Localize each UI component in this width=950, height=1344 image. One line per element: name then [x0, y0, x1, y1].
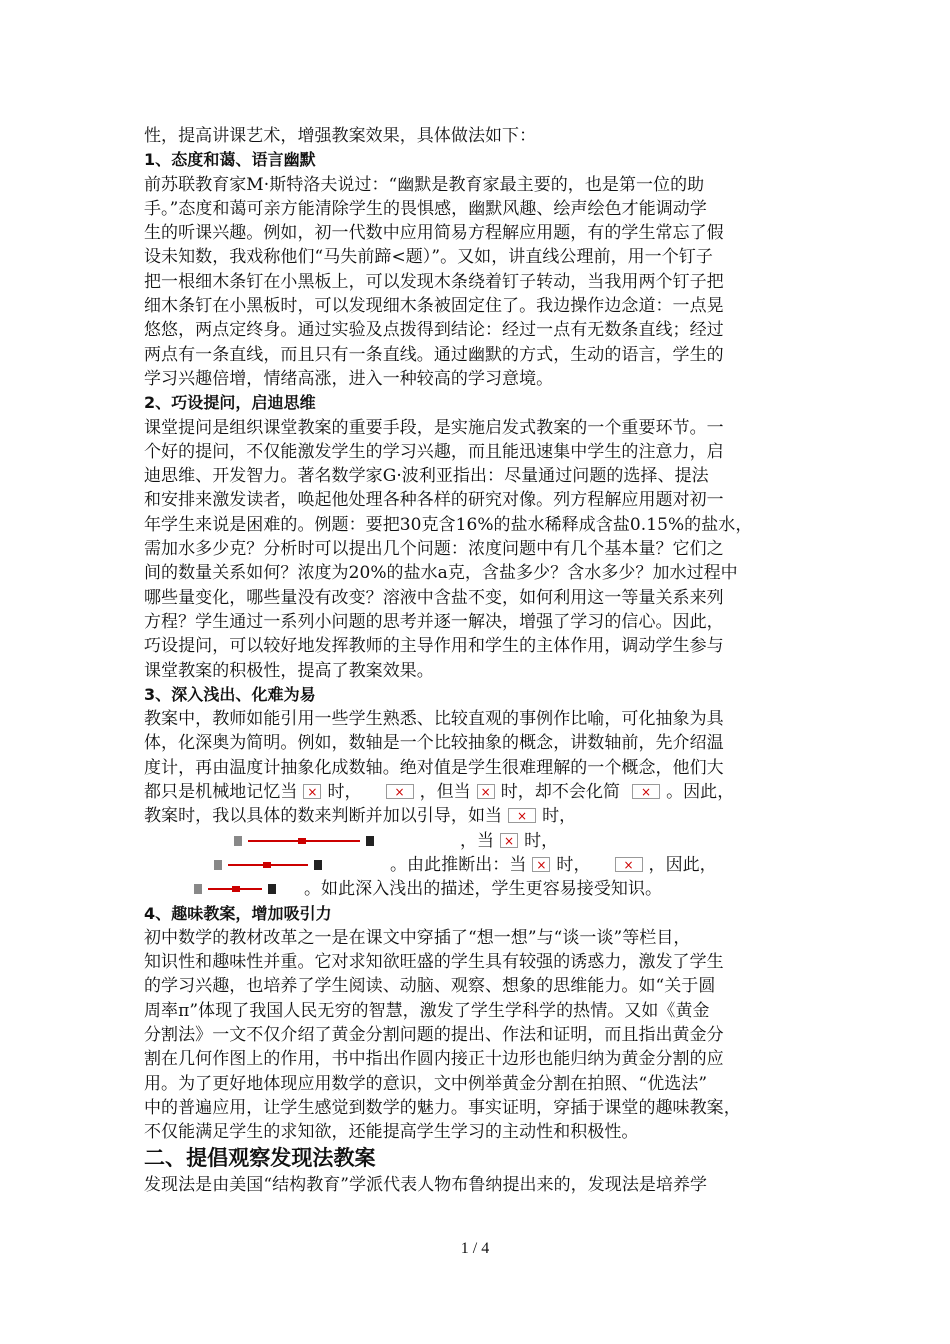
paragraph-line	[144, 780, 808, 804]
section-heading: 3、深入浅出、化难为易	[144, 684, 316, 704]
paragraph-line: 分割法》一文不仅介绍了黄金分割问题的提出、作法和证明，而且指出黄金分	[144, 1024, 724, 1045]
text-run: ，但当	[419, 782, 471, 803]
paragraph-line: 不仅能满足学生的求知欲，还能提高学生学习的主动性和积极性。	[144, 1122, 639, 1143]
text-run: 。因此，	[666, 782, 735, 803]
paragraph-line: 手。”态度和蔼可亲方能清除学生的畏惧感，幽默风趣、绘声绘色才能调动学	[144, 198, 707, 219]
paragraph-line: 用。为了更好地体现应用数学的意识，文中例举黄金分割在拍照、“优选法”	[144, 1073, 708, 1094]
paragraph-line	[144, 804, 808, 828]
text-run: 时，却不会化简	[500, 782, 621, 803]
text-run: ，当	[460, 830, 495, 851]
text-run: 教案时，我以具体的数来判断并加以引导，如当	[144, 806, 503, 827]
broken-formula-icon	[615, 857, 643, 872]
text-run: 时，	[542, 806, 577, 827]
paragraph-line: 设未知数，我戏称他们“马失前蹄<题）”。又如，讲直线公理前，用一个钉子	[144, 247, 713, 268]
paragraph-line: 知识性和趣味性并重。它对求知欲旺盛的学生具有较强的诱惑力，激发了学生	[144, 952, 724, 973]
text-run: 都只是机械地记忆当	[144, 782, 298, 803]
paragraph-line: 初中数学的教材改革之一是在课文中穿插了“想一想”与“谈一谈”等栏目，	[144, 927, 691, 948]
paragraph-line: 把一根细木条钉在小黑板上，可以发现木条绕着钉子转动，当我用两个钉子把	[144, 271, 724, 292]
text-run: 时，	[327, 782, 362, 803]
text-run: 。如此深入浅出的描述，学生更容易接受知识。	[304, 879, 663, 900]
paragraph-line	[144, 853, 808, 877]
paragraph-line: 体，化深奥为简明。例如，数轴是一个比较抽象的概念，讲数轴前，先介绍温	[144, 733, 724, 754]
paragraph-line: 生的听课兴趣。例如，初一代数中应用简易方程解应用题，有的学生常忘了假	[144, 223, 724, 244]
formula-image	[194, 884, 276, 894]
text-run: 时，	[556, 854, 591, 875]
paragraph-line	[144, 829, 808, 853]
paragraph-line: 性，提高讲课艺术，增强教案效果，具体做法如下：	[144, 126, 537, 146]
broken-formula-icon	[508, 808, 536, 823]
page-number: 1 / 4	[460, 1240, 490, 1257]
paragraph-line: 年学生来说是困难的。例题：要把30克含16%的盐水稀释成含盐0.15%的盐水，	[144, 514, 753, 535]
paragraph-line: 悠悠，两点定终身。通过实验及点拨得到结论：经过一点有无数条直线；经过	[144, 320, 724, 341]
paragraph-line: 发现法是由美国“结构教育”学派代表人物布鲁纳提出来的，发现法是培养学	[144, 1175, 708, 1196]
text-run: 时，	[524, 830, 559, 851]
paragraph-line: 度计，再由温度计抽象化成数轴。绝对值是学生很难理解的一个概念，他们大	[144, 757, 724, 778]
broken-formula-icon	[532, 857, 550, 872]
paragraph-line: 间的数量关系如何？浓度为20%的盐水a克，含盐多少？含水多少？加水过程中	[144, 563, 738, 584]
paragraph-line	[144, 877, 808, 901]
paragraph-line: 中的普遍应用，让学生感觉到数学的魅力。事实证明，穿插于课堂的趣味教案，	[144, 1097, 741, 1118]
paragraph-line: 教案中，教师如能引用一些学生熟悉、比较直观的事例作比喻，可化抽象为具	[144, 709, 724, 730]
paragraph-line: 个好的提问，不仅能激发学生的学习兴趣，而且能迅速集中学生的注意力，启	[144, 441, 724, 462]
text-run: 。由此推断出：当	[390, 854, 527, 875]
paragraph-line: 需加水多少克？分析时可以提出几个问题：浓度问题中有几个基本量？它们之	[144, 539, 724, 560]
paragraph-line: 前苏联教育家M·斯特洛夫说过：“幽默是教育家最主要的，也是第一位的助	[144, 174, 705, 195]
paragraph-line: 割在几何作图上的作用，书中指出作圆内接正十边形也能归纳为黄金分割的应	[144, 1049, 724, 1070]
text-run: ，因此，	[648, 854, 717, 875]
broken-formula-icon	[477, 784, 495, 799]
formula-image	[234, 836, 374, 846]
broken-formula-icon	[500, 833, 518, 848]
broken-formula-icon	[303, 784, 321, 799]
section-heading: 1、态度和蔼、语言幽默	[144, 150, 316, 170]
paragraph-line: 课堂教案的积极性，提高了教案效果。	[144, 660, 434, 681]
section-heading: 2、巧设提问，启迪思维	[144, 393, 316, 413]
paragraph-line: 周率π”体现了我国人民无穷的智慧，激发了学生学科学的热情。又如《黄金	[144, 1000, 710, 1021]
chapter-heading: 二、提倡观察发现法教案	[144, 1146, 376, 1171]
section-heading: 4、趣味教案，增加吸引力	[144, 903, 332, 923]
broken-formula-icon	[632, 784, 660, 799]
paragraph-line: 巧设提问，可以较好地发挥教师的主导作用和学生的主体作用，调动学生参与	[144, 636, 724, 657]
paragraph-line: 两点有一条直线，而且只有一条直线。通过幽默的方式，生动的语言，学生的	[144, 344, 724, 365]
paragraph-line: 的学习兴趣，也培养了学生阅读、动脑、观察、想象的思维能力。如“关于圆	[144, 976, 716, 997]
paragraph-line: 细木条钉在小黑板时，可以发现细木条被固定住了。我边操作边念道：一点晃	[144, 296, 724, 317]
paragraph-line: 迪思维、开发智力。著名数学家G·波利亚指出：尽量通过问题的选择、提法	[144, 466, 709, 487]
paragraph-line: 方程？学生通过一系列小问题的思考并逐一解决，增强了学习的信心。因此，	[144, 611, 724, 632]
paragraph-line: 和安排来激发读者，唤起他处理各种各样的研究对像。列方程解应用题对初一	[144, 490, 724, 511]
formula-image	[214, 860, 322, 870]
paragraph-line: 哪些量变化，哪些量没有改变？溶液中含盐不变，如何利用这一等量关系来列	[144, 587, 724, 608]
paragraph-line: 学习兴趣倍增，情绪高涨，进入一种较高的学习意境。	[144, 368, 554, 389]
broken-formula-icon	[386, 784, 414, 799]
document-body	[144, 124, 808, 1198]
paragraph-line: 课堂提问是组织课堂教案的重要手段，是实施启发式教案的一个重要环节。一	[144, 417, 724, 438]
